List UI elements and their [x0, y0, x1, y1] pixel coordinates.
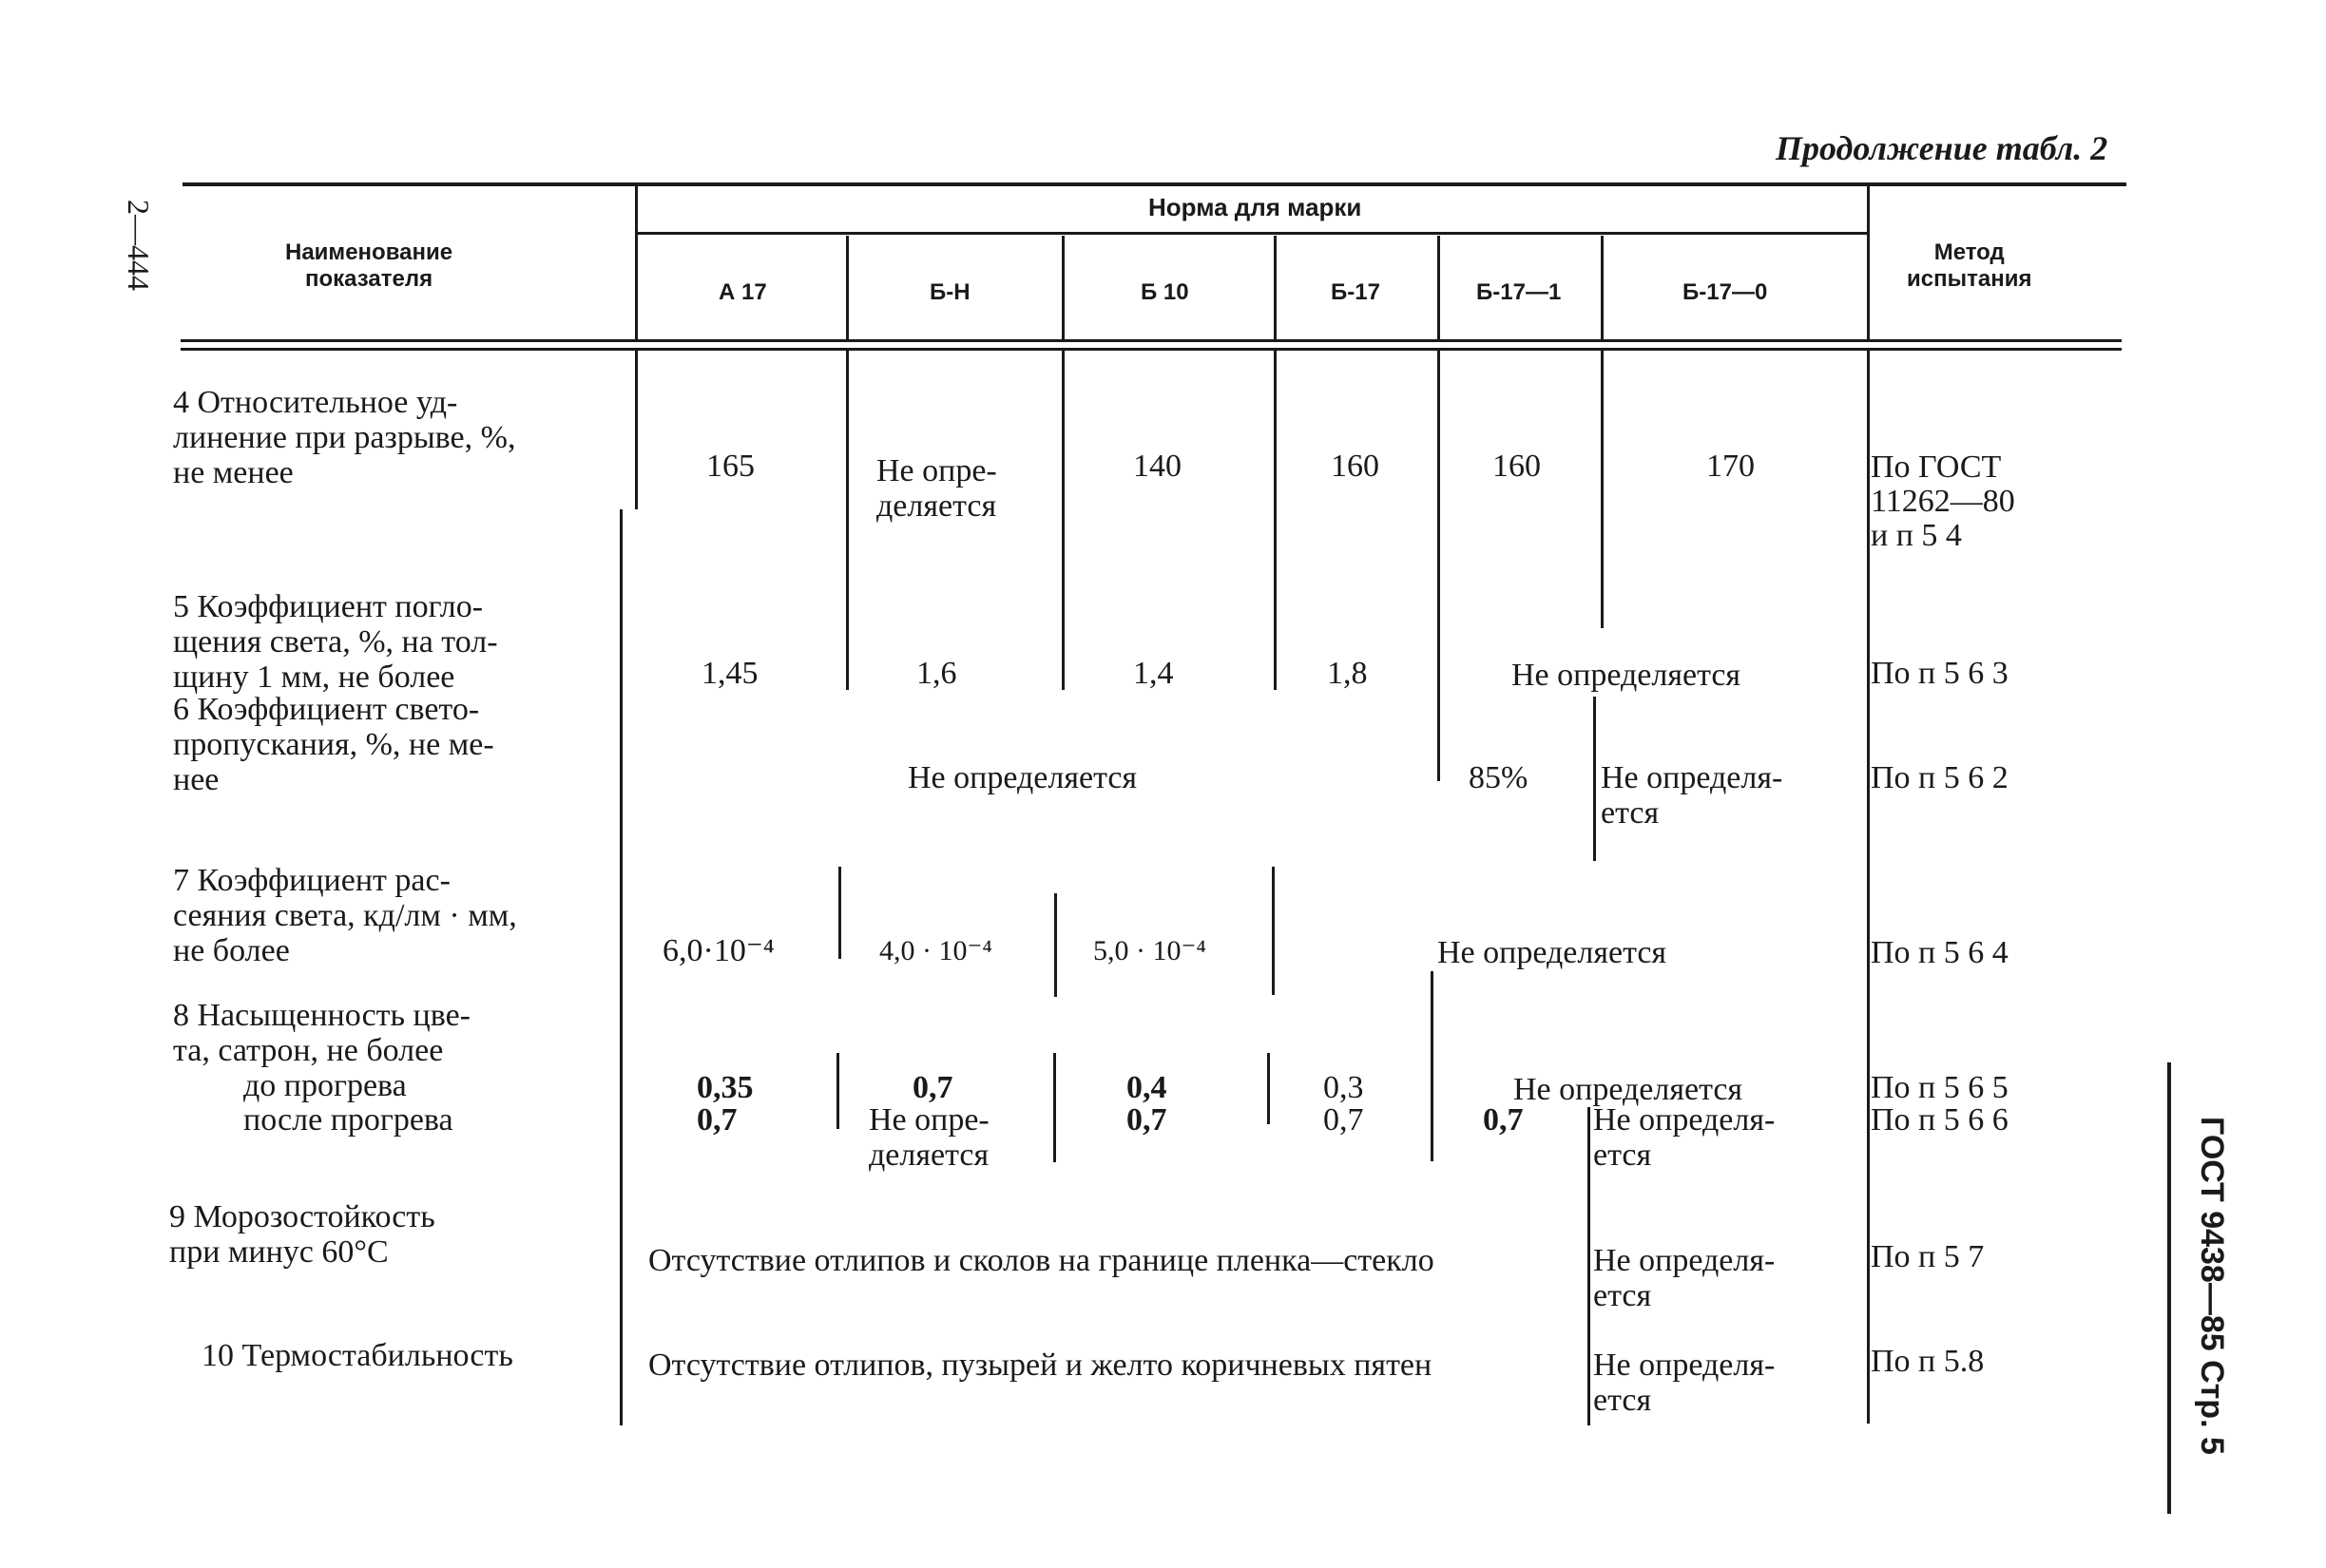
row8-pre-test-method: По п 5 6 5: [1871, 1070, 2009, 1105]
row6-b17-1-value: 85%: [1469, 760, 1528, 795]
row9-indicator-name: 9 Морозостойкость при минус 60°С: [169, 1199, 435, 1270]
row6-span-not-determined: Не определяется: [908, 760, 1138, 795]
row4-test-method: По ГОСТ 11262—80 и п 5 4: [1871, 449, 2015, 553]
continuation-label: Продолжение табл. 2: [1776, 129, 2108, 167]
right-margin-document-label: ГОСТ 9438—85 Стр. 5: [2194, 1117, 2230, 1455]
header-indicator-name: Наименование показателя: [285, 239, 453, 292]
row8-pre-b17-value: 0,3: [1323, 1070, 1364, 1105]
row8-post-test-method: По п 5 6 6: [1871, 1102, 2009, 1138]
row10-span-value: Отсутствие отлипов, пузырей и желто коричневых пятен: [648, 1348, 1432, 1383]
row6-indicator-name: 6 Коэффициент свето- пропускания, %, не ме- нее: [173, 692, 494, 797]
header-grade-b17-1: Б-17—1: [1476, 279, 1562, 305]
row10-indicator-name: 10 Термостабильность: [202, 1338, 513, 1373]
row9-b17-0-value: Не определя- ется: [1593, 1243, 1776, 1313]
row8-pre-b10-value: 0,4: [1126, 1070, 1167, 1105]
row7-bn-value: 4,0 · 10⁻⁴: [879, 935, 992, 966]
header-grade-b10: Б 10: [1141, 279, 1189, 305]
row10-test-method: По п 5.8: [1871, 1344, 1985, 1379]
header-test-method: Метод испытания: [1907, 239, 2032, 292]
row4-b17-0-value: 170: [1706, 449, 1755, 484]
row8-indicator-name: 8 Насыщенность цве- та, сатрон, не более: [173, 998, 471, 1068]
row7-a17-value: 6,0·10⁻⁴: [663, 933, 775, 968]
row5-remaining-not-determined: Не определяется: [1511, 658, 1741, 693]
row9-span-value: Отсутствие отлипов и сколов на границе пленка—стекло: [648, 1243, 1434, 1278]
row8-pre-a17-value: 0,35: [697, 1070, 754, 1105]
row4-indicator-name: 4 Относительное уд- линение при разрыве, %, не менее: [173, 385, 516, 490]
row8-post-b17-0-value: Не определя- ется: [1593, 1102, 1776, 1173]
row9-test-method: По п 5 7: [1871, 1239, 1985, 1274]
row7-b10-value: 5,0 · 10⁻⁴: [1093, 935, 1206, 966]
row8-sub-before-heating: до прогрева: [243, 1068, 407, 1103]
row8-pre-remaining-not-determined: Не определяется: [1513, 1072, 1743, 1107]
row4-b17-value: 160: [1331, 449, 1379, 484]
row4-bn-value: Не опре- деляется: [876, 453, 997, 524]
row8-pre-bn-value: 0,7: [913, 1070, 953, 1105]
row5-a17-value: 1,45: [702, 656, 759, 691]
left-margin-page-number: 2—444: [122, 200, 156, 291]
row5-bn-value: 1,6: [916, 656, 957, 691]
row8-post-b17-value: 0,7: [1323, 1102, 1364, 1138]
row5-b17-value: 1,8: [1327, 656, 1368, 691]
header-grade-b17-0: Б-17—0: [1682, 279, 1768, 305]
row5-b10-value: 1,4: [1133, 656, 1174, 691]
header-grade-bn: Б-Н: [930, 279, 971, 305]
row8-sub-after-heating: после прогрева: [243, 1102, 453, 1138]
row5-indicator-name: 5 Коэффициент погло- щения света, %, на тол- щину 1 мм, не более: [173, 589, 498, 695]
row7-remaining-not-determined: Не определяется: [1437, 935, 1667, 970]
row6-test-method: По п 5 6 2: [1871, 760, 2009, 795]
row4-b17-1-value: 160: [1492, 449, 1541, 484]
row4-b10-value: 140: [1133, 449, 1182, 484]
right-margin-bar: [2167, 1062, 2171, 1514]
row4-a17-value: 165: [706, 449, 755, 484]
row5-test-method: По п 5 6 3: [1871, 656, 2009, 691]
row8-post-b10-value: 0,7: [1126, 1102, 1167, 1138]
row7-test-method: По п 5 6 4: [1871, 935, 2009, 970]
row7-indicator-name: 7 Коэффициент рас- сеяния света, кд/лм · мм, не более: [173, 863, 517, 968]
row8-post-bn-value: Не опре- деляется: [869, 1102, 990, 1173]
row6-b17-0-value: Не определя- ется: [1601, 760, 1783, 831]
header-norm-for-grade: Норма для марки: [1148, 193, 1362, 221]
row8-post-a17-value: 0,7: [697, 1102, 738, 1138]
header-grade-a17: А 17: [719, 279, 767, 305]
header-grade-b17: Б-17: [1331, 279, 1380, 305]
row10-b17-0-value: Не определя- ется: [1593, 1348, 1776, 1418]
row8-post-b17-1-value: 0,7: [1483, 1102, 1524, 1138]
